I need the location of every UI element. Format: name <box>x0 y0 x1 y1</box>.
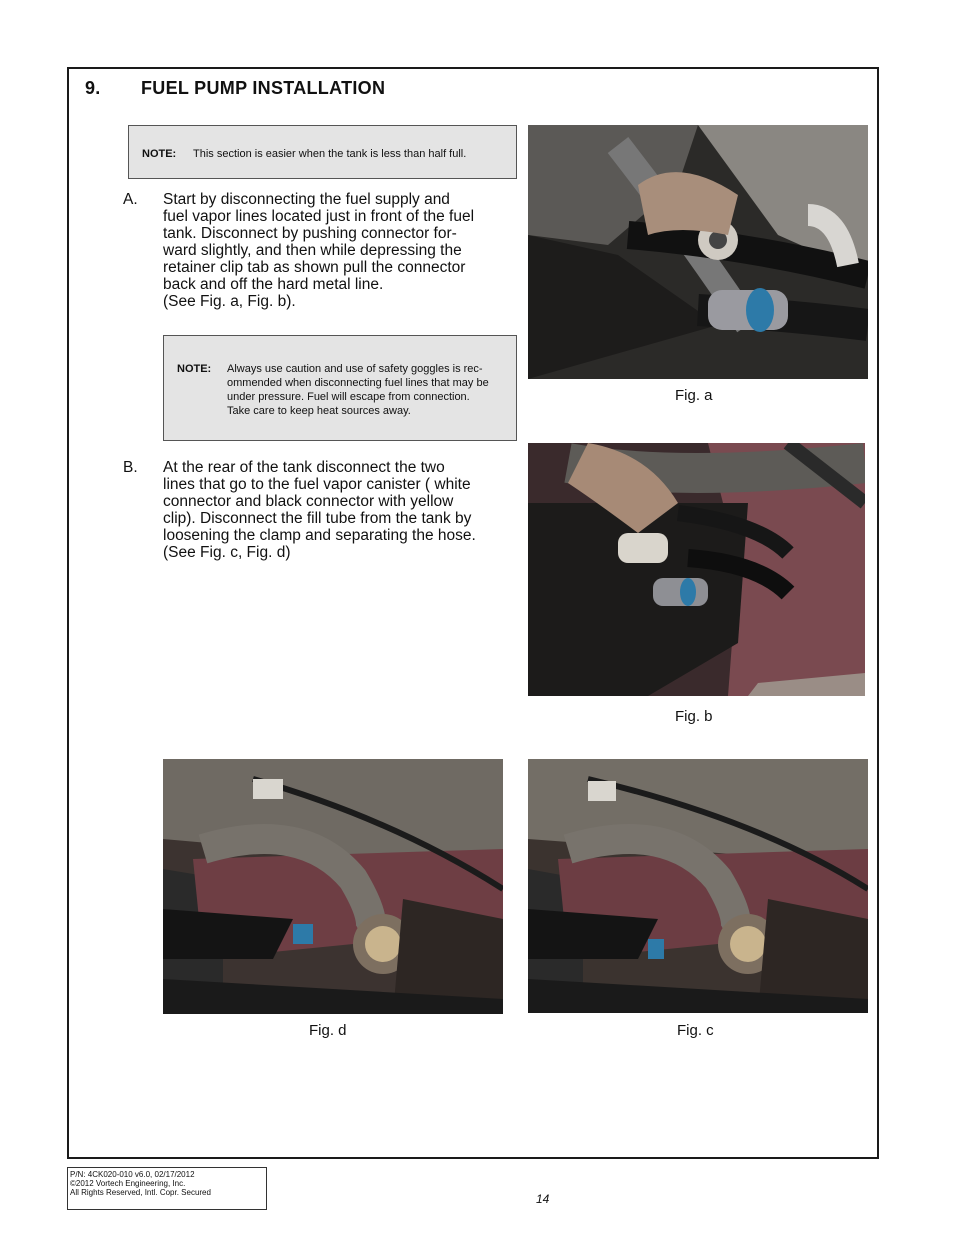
step-letter: A. <box>123 191 138 208</box>
step-a-line: (See Fig. a, Fig. b). <box>163 293 296 310</box>
step-b-line: connector and black connector with yellow <box>163 493 454 510</box>
step-a-line: Start by disconnecting the fuel supply and <box>163 191 450 208</box>
note-text <box>227 362 489 418</box>
photo-fig-c <box>528 759 868 1013</box>
step-b-line: lines that go to the fuel vapor canister ( white <box>163 476 471 493</box>
note-label: NOTE: <box>142 148 177 160</box>
caption-fig-d: Fig. d <box>309 1022 347 1039</box>
photo-fig-d-image <box>163 759 503 1014</box>
photo-fig-c-image <box>528 759 868 1013</box>
page-number: 14 <box>536 1192 550 1206</box>
note-line: ommended when disconnecting fuel lines that may be <box>227 377 489 389</box>
photo-fig-a <box>528 125 868 379</box>
note-box-safety <box>163 335 517 441</box>
step-a-line: retainer clip tab as shown pull the connector <box>163 259 466 276</box>
step-letter: B. <box>123 459 138 476</box>
section-number: 9. <box>85 78 101 98</box>
step-a-line: back and off the hard metal line. <box>163 276 384 293</box>
step-a-text <box>163 191 474 310</box>
step-b-line: (See Fig. c, Fig. d) <box>163 544 291 561</box>
step-b-line: loosening the clamp and separating the hose. <box>163 527 476 544</box>
step-b-line: clip). Disconnect the fill tube from the tank by <box>163 510 472 527</box>
step-b <box>123 459 523 569</box>
step-a-line: tank. Disconnect by pushing connector for- <box>163 225 457 242</box>
photo-fig-a-image <box>528 125 868 379</box>
photo-fig-b-image <box>528 443 865 696</box>
section-heading <box>85 78 385 99</box>
step-a-line: fuel vapor lines located just in front of the fuel <box>163 208 475 225</box>
note-label: NOTE: <box>177 363 212 375</box>
caption-fig-b: Fig. b <box>675 708 713 725</box>
step-b-text <box>163 459 476 561</box>
footer-line: All Rights Reserved, Intl. Copr. Secured <box>70 1188 211 1197</box>
caption-fig-c: Fig. c <box>677 1022 714 1039</box>
footer-line: P/N: 4CK020-010 v6.0, 02/17/2012 <box>70 1170 195 1179</box>
note-box-tank-level <box>128 125 517 179</box>
footer-copyright-box <box>67 1167 267 1210</box>
step-a-line: ward slightly, and then while depressing the <box>163 242 462 259</box>
step-b-line: At the rear of the tank disconnect the two <box>163 459 445 476</box>
note-line: Take care to keep heat sources away. <box>227 405 411 417</box>
photo-fig-d <box>163 759 503 1014</box>
note-text: This section is easier when the tank is less than half full. <box>193 148 467 160</box>
footer-line: ©2012 Vortech Engineering, Inc. <box>70 1179 186 1188</box>
caption-fig-a: Fig. a <box>675 387 713 404</box>
note-line: Always use caution and use of safety goggles is rec- <box>227 363 483 375</box>
section-title: FUEL PUMP INSTALLATION <box>141 78 386 98</box>
note-line: under pressure. Fuel will escape from connection. <box>227 391 470 403</box>
step-a <box>123 191 523 316</box>
photo-fig-b <box>528 443 865 696</box>
